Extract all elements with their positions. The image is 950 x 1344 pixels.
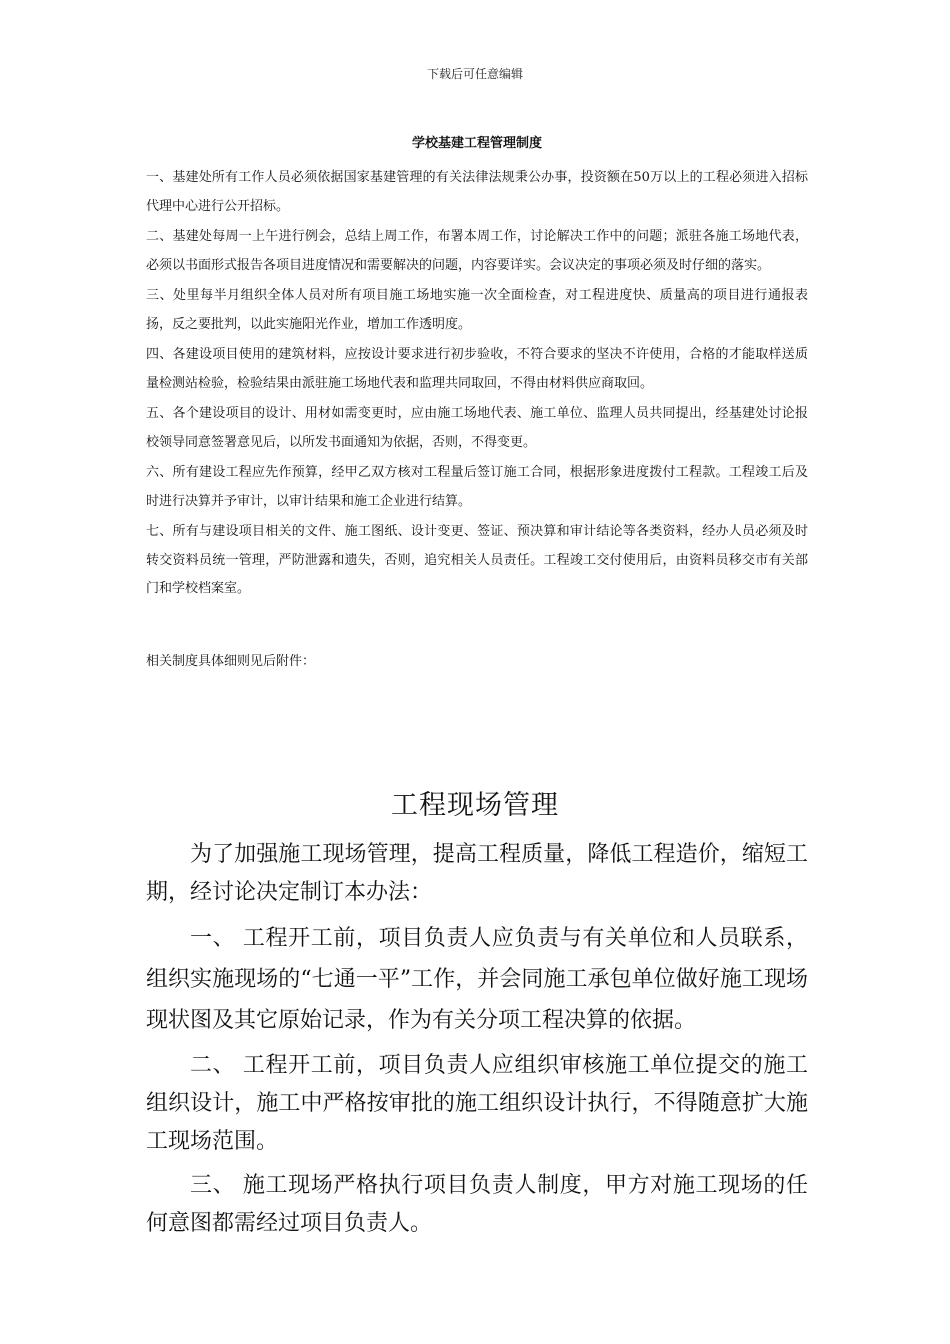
regulation-paragraph-1: 一、基建处所有工作人员必须依据国家基建管理的有关法律法规秉公办事，投资额在50万以上的工程必须进入招标代理中心进行公开招标。	[146, 170, 808, 214]
attachment-note: 相关制度具体细则见后附件：	[146, 654, 316, 669]
section-regulations	[146, 134, 808, 606]
section-site-management	[146, 836, 808, 1249]
regulation-paragraph-5: 五、各个建设项目的设计、用材如需变更时，应由施工场地代表、施工单位、监理人员共同提出，经基建处讨论报校领导同意签署意见后，以所发书面通知为依据，否则，不得变更。	[146, 406, 808, 450]
site-paragraph-3: 三、 施工现场严格执行项目负责人制度，甲方对施工现场的任何意图都需经过项目负责人。	[146, 1173, 808, 1236]
regulation-paragraph-4: 四、各建设项目使用的建筑材料，应按设计要求进行初步验收，不符合要求的坚决不许使用，合格的才能取样送质量检测站检验，检验结果由派驻施工场地代表和监理共同取回，不得由材料供应商取回。	[146, 347, 808, 391]
site-paragraph-intro: 为了加强施工现场管理，提高工程质量，降低工程造价，缩短工期，经讨论决定制订本办法：	[146, 842, 808, 905]
site-paragraph-2: 二、 工程开工前，项目负责人应组织审核施工单位提交的施工组织设计，施工中严格按审批的施工组织设计执行，不得随意扩大施工现场范围。	[146, 1053, 808, 1154]
site-paragraph-1: 一、 工程开工前，项目负责人应负责与有关单位和人员联系，组织实施现场的“七通一平”工作，并会同施工承包单位做好施工现场现状图及其它原始记录，作为有关分项工程决算的依据。	[146, 926, 808, 1033]
header-note: 下载后可任意编辑	[426, 67, 523, 81]
regulation-paragraph-6: 六、所有建设工程应先作预算，经甲乙双方核对工程量后签订施工合同，根据形象进度拨付工程款。工程竣工后及时进行决算并予审计，以审计结果和施工企业进行结算。	[146, 465, 808, 509]
site-management-title: 工程现场管理	[391, 790, 559, 821]
regulation-paragraph-2: 二、基建处每周一上午进行例会，总结上周工作，布署本周工作，讨论解决工作中的问题；派驻各施工场地代表，必须以书面形式报告各项目进度情况和需要解决的问题，内容要详实。会议决定的事项必须及时仔细的落实。	[146, 229, 808, 273]
regulation-paragraph-3: 三、处里每半月组织全体人员对所有项目施工场地实施一次全面检查，对工程进度快、质量高的项目进行通报表扬，反之要批判，以此实施阳光作业，增加工作透明度。	[146, 288, 808, 332]
regulations-title: 学校基建工程管理制度	[411, 136, 542, 151]
regulation-paragraph-7: 七、所有与建设项目相关的文件、施工图纸、设计变更、签证、预决算和审计结论等各类资料，经办人员必须及时转交资料员统一管理，严防泄露和遗失，否则，追究相关人员责任。工程竣工交付使用后，由资料员移交市有关部门和学校档案室。	[146, 524, 808, 596]
